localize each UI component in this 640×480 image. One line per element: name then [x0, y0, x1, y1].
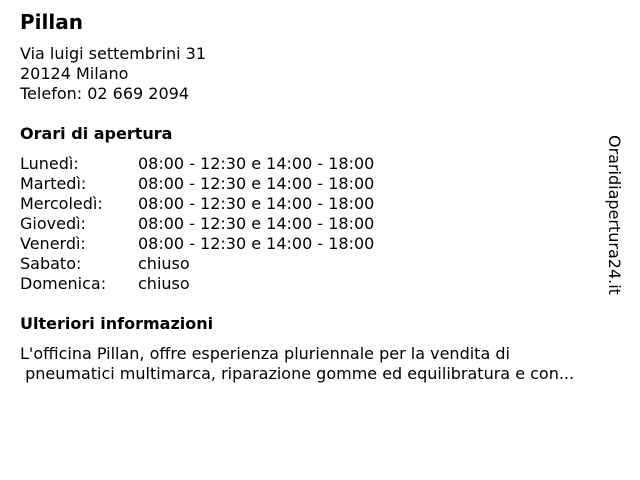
day-hours: 08:00 - 12:30 e 14:00 - 18:00	[138, 194, 375, 213]
hours-row-sunday	[20, 274, 374, 294]
city-postal: 20124 Milano	[20, 64, 129, 83]
opening-hours-table	[20, 154, 374, 294]
day-hours: chiuso	[138, 274, 190, 293]
phone-number: Telefon: 02 669 2094	[20, 84, 190, 103]
day-label: Sabato:	[20, 254, 82, 273]
description-line-1: L'officina Pillan, offre esperienza pluriennale per la vendita di	[20, 344, 510, 363]
day-label: Lunedì:	[20, 154, 79, 173]
hours-row-friday	[20, 234, 374, 254]
description-line-2: pneumatici multimarca, riparazione gomme ed equilibratura e con...	[20, 364, 575, 383]
opening-hours-heading: Orari di apertura	[20, 124, 173, 143]
address-block	[20, 44, 206, 104]
hours-row-saturday	[20, 254, 374, 274]
day-label: Venerdì:	[20, 234, 86, 253]
day-label: Domenica:	[20, 274, 107, 293]
street-address: Via luigi settembrini 31	[20, 44, 207, 63]
day-hours: chiuso	[138, 254, 190, 273]
day-hours: 08:00 - 12:30 e 14:00 - 18:00	[138, 214, 375, 233]
day-label: Mercoledì:	[20, 194, 103, 213]
day-label: Martedì:	[20, 174, 87, 193]
hours-row-tuesday	[20, 174, 374, 194]
hours-row-wednesday	[20, 194, 374, 214]
day-hours: 08:00 - 12:30 e 14:00 - 18:00	[138, 174, 375, 193]
hours-row-monday	[20, 154, 374, 174]
day-hours: 08:00 - 12:30 e 14:00 - 18:00	[138, 234, 375, 253]
hours-row-thursday	[20, 214, 374, 234]
business-description	[20, 344, 625, 384]
business-name: Pillan	[20, 10, 83, 34]
more-info-heading: Ulteriori informazioni	[20, 314, 214, 333]
day-hours: 08:00 - 12:30 e 14:00 - 18:00	[138, 154, 375, 173]
day-label: Giovedì:	[20, 214, 86, 233]
site-watermark: Oraridiapertura24.it	[605, 135, 624, 295]
